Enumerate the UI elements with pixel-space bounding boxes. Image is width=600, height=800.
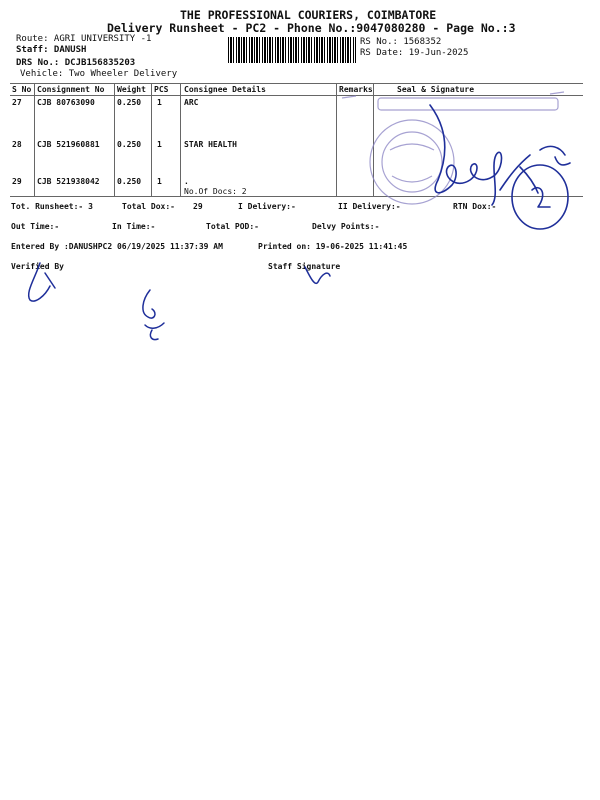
signature-loop	[512, 165, 568, 229]
row-consignment: CJB 80763090	[37, 98, 95, 107]
delvy-points: Delvy Points:-	[312, 222, 380, 231]
date-scribble	[540, 146, 570, 165]
verified-by-signature	[15, 258, 75, 308]
col-header-seal: Seal & Signature	[397, 85, 475, 94]
tot-runsheet: Tot. Runsheet:- 3	[11, 202, 93, 211]
row-weight: 0.250	[117, 177, 142, 186]
row-consignee: ARC	[184, 98, 199, 107]
vehicle-label: Vehicle: Two Wheeler Delivery	[20, 69, 178, 79]
col-header-sno: S No	[12, 85, 32, 94]
table-col-divider	[151, 83, 152, 196]
row-weight: 0.250	[117, 140, 142, 149]
total-pod: Total POD:-	[206, 222, 259, 231]
rtn-dox: RTN Dox:-	[453, 202, 497, 211]
row-consignment: CJB 521960881	[37, 140, 100, 149]
out-time: Out Time:-	[11, 222, 60, 231]
no-of-docs: No.Of Docs: 2	[184, 187, 247, 196]
row-consignee: STAR HEALTH	[184, 140, 237, 149]
receiver-signature	[400, 95, 590, 235]
table-col-divider	[114, 83, 115, 196]
signature-stroke	[532, 188, 550, 207]
signature-stroke	[143, 290, 164, 340]
rs-date: RS Date: 19-Jun-2025	[360, 48, 469, 58]
ink-scribble	[130, 285, 180, 345]
row-pcs: 1	[157, 140, 162, 149]
signature-stroke	[430, 105, 502, 205]
total-dox-value: 29	[193, 202, 203, 211]
row-pcs: 1	[157, 177, 162, 186]
table-col-divider	[180, 83, 181, 196]
entered-by: Entered By :DANUSHPC2 06/19/2025 11:37:39 AM	[11, 242, 223, 251]
route-label: Route: AGRI UNIVERSITY -1	[16, 34, 152, 44]
in-time: In Time:-	[112, 222, 156, 231]
col-header-pcs: PCS	[154, 85, 169, 94]
col-header-consignment: Consignment No	[37, 85, 105, 94]
signature-stroke	[500, 155, 538, 193]
row-sno: 28	[12, 140, 22, 149]
col-header-weight: Weight	[117, 85, 146, 94]
signature-stroke	[29, 263, 55, 301]
signature-stroke	[305, 267, 330, 283]
row-pcs: 1	[157, 98, 162, 107]
runsheet-title: Delivery Runsheet - PC2 - Phone No.:9047080280 - Page No.:3	[107, 21, 516, 35]
company-title: THE PROFESSIONAL COURIERS, COIMBATORE	[180, 8, 437, 22]
staff-label: Staff: DANUSH	[16, 45, 87, 55]
barcode	[228, 37, 356, 63]
col-header-consignee: Consignee Details	[184, 85, 266, 94]
verified-by-label: Verified By	[11, 262, 64, 271]
drs-number: DRS No.: DCJB156835203	[16, 58, 136, 68]
printed-on: Printed on: 19-06-2025 11:41:45	[258, 242, 408, 251]
staff-signature-label: Staff Signature	[268, 262, 341, 271]
table-col-divider	[34, 83, 35, 196]
table-top-border	[10, 83, 583, 84]
row-sno: 29	[12, 177, 22, 186]
row-weight: 0.250	[117, 98, 142, 107]
i-delivery: I Delivery:-	[238, 202, 296, 211]
staff-signature-mark	[300, 262, 340, 292]
ii-delivery: II Delivery:-	[338, 202, 401, 211]
rs-number: RS No.: 1568352	[360, 37, 442, 47]
row-consignment: CJB 521938042	[37, 177, 100, 186]
row-consignee: .	[184, 177, 189, 186]
table-col-divider	[336, 83, 337, 196]
col-header-remarks: Remarks	[339, 85, 373, 94]
row-sno: 27	[12, 98, 22, 107]
total-dox-label: Total Dox:-	[122, 202, 175, 211]
